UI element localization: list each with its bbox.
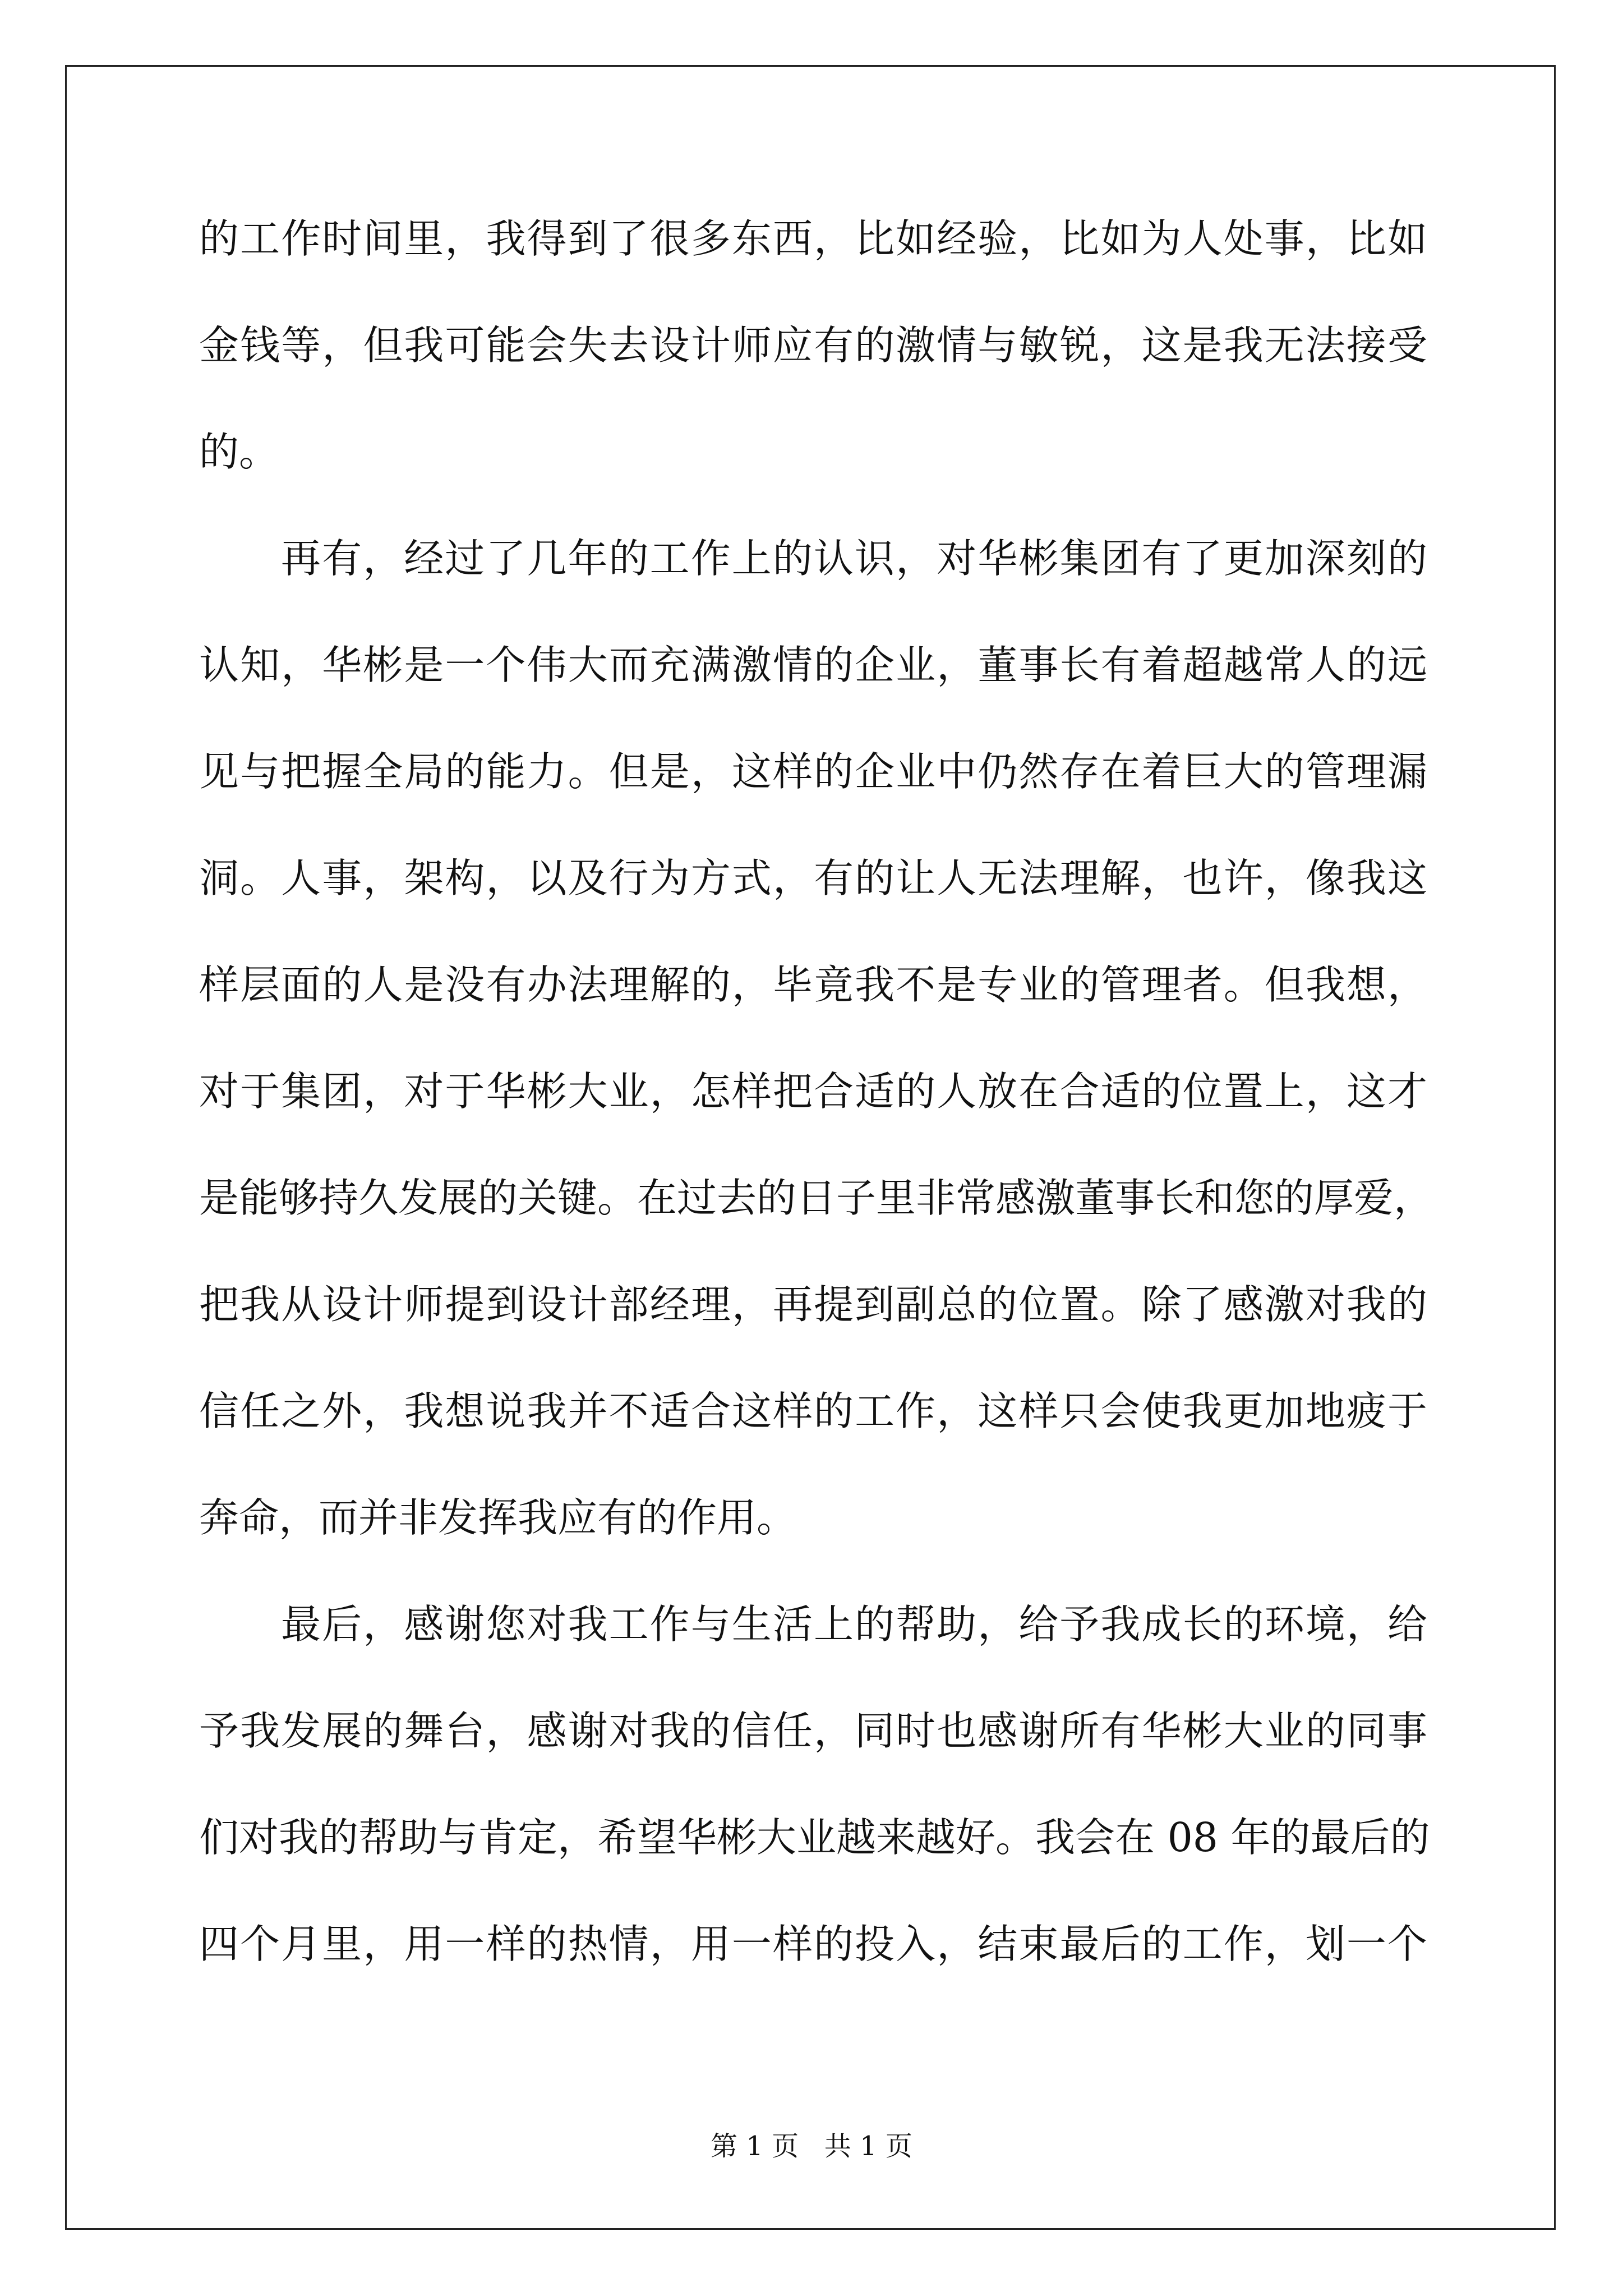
document-body	[199, 215, 1434, 2031]
paragraph-2-line-4: 洞。人事，架构，以及行为方式，有的让人无法理解，也许，像我这	[199, 855, 1427, 901]
paragraph-2-line-6: 对于集团，对于华彬大业，怎样把合适的人放在合适的位置上，这才	[199, 1068, 1427, 1115]
paragraph-3-line-2: 予我发展的舞台，感谢对我的信任，同时也感谢所有华彬大业的同事	[199, 1708, 1427, 1754]
paragraph-2-line-10: 奔命，而并非发挥我应有的作用。	[199, 1494, 797, 1541]
paragraph-1-line-2: 金钱等，但我可能会失去设计师应有的激情与敏锐，这是我无法接受	[199, 322, 1427, 369]
paragraph-3-line-3: 们对我的帮助与肯定，希望华彬大业越来越好。我会在 08 年的最后的	[199, 1814, 1430, 1861]
paragraph-2-line-9: 信任之外，我想说我并不适合这样的工作，这样只会使我更加地疲于	[199, 1388, 1427, 1434]
paragraph-2-line-7: 是能够持久发展的关键。在过去的日子里非常感激董事长和您的厚爱，	[199, 1175, 1434, 1221]
paragraph-1-line-1: 的工作时间里，我得到了很多东西，比如经验，比如为人处事，比如	[199, 215, 1427, 262]
paragraph-1-line-3: 的。	[199, 429, 279, 475]
paragraph-2-line-3: 见与把握全局的能力。但是，这样的企业中仍然存在着巨大的管理漏	[199, 748, 1427, 795]
paragraph-2-line-8: 把我从设计师提到设计部经理，再提到副总的位置。除了感激对我的	[199, 1281, 1427, 1328]
paragraph-3-line-4: 四个月里，用一样的热情，用一样的投入，结束最后的工作，划一个	[199, 1921, 1427, 1967]
paragraph-3-line-1: 最后，感谢您对我工作与生活上的帮助，给予我成长的环境，给	[281, 1601, 1427, 1648]
page-number-footer: 第 1 页 共 1 页	[711, 2131, 912, 2162]
paragraph-2-line-5: 样层面的人是没有办法理解的，毕竟我不是专业的管理者。但我想，	[199, 961, 1427, 1008]
paragraph-2-line-2: 认知，华彬是一个伟大而充满激情的企业，董事长有着超越常人的远	[199, 642, 1427, 688]
paragraph-2-line-1: 再有，经过了几年的工作上的认识，对华彬集团有了更加深刻的	[281, 535, 1427, 582]
